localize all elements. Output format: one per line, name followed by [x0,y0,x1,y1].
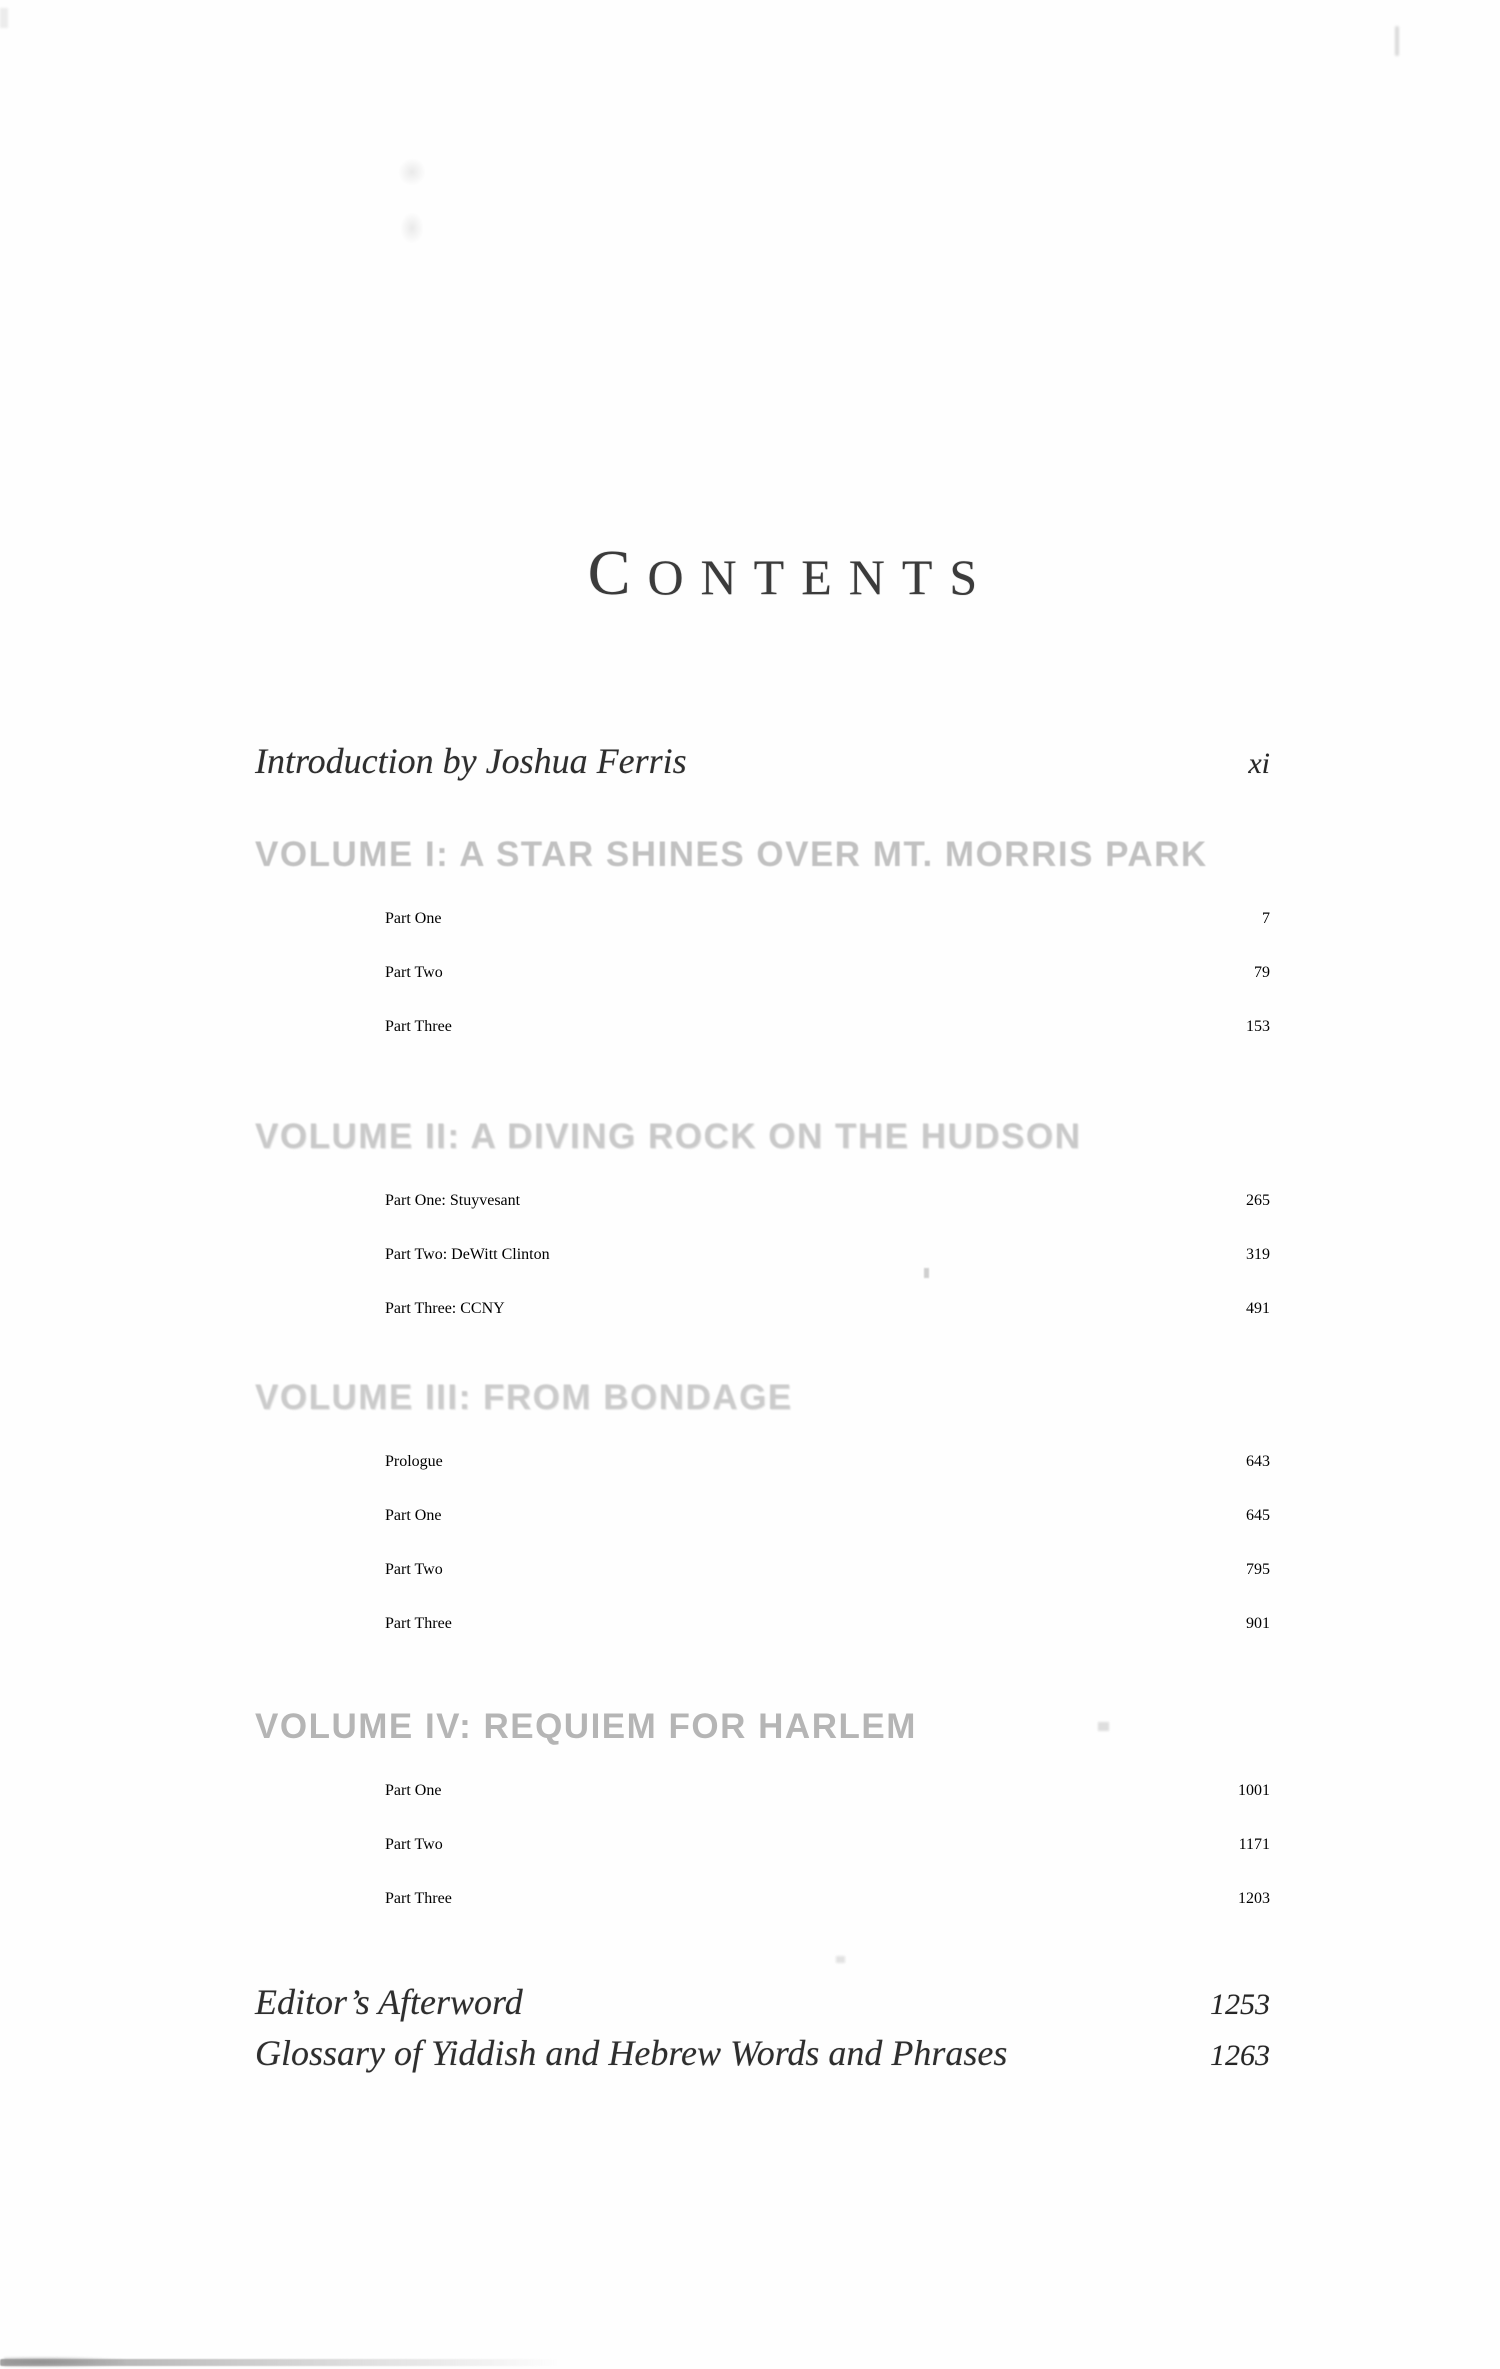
volume-section-2 [255,1115,1270,1336]
toc-entry [255,1174,1270,1228]
scan-smudge-bottom-dark [4,2357,124,2367]
volume-entries [255,1435,1270,1651]
toc-entry [255,892,1270,946]
scan-speck [836,1956,845,1963]
toc-entry-page: 795 [1246,1561,1270,1578]
toc-entry-label: Part One [385,1782,442,1799]
toc-entry-label: Editor’s Afterword [255,1982,523,2022]
toc-entry [255,1000,1270,1054]
toc-entry [255,1764,1270,1818]
volume-entries [255,1764,1270,1926]
toc-entry-label: Glossary of Yiddish and Hebrew Words and Phrases [255,2033,1008,2073]
toc-entry [255,1818,1270,1872]
volume-section-1 [255,833,1270,1054]
toc-entry-page: 1203 [1238,1890,1270,1907]
toc-entry-label: Part One [385,910,442,927]
toc-entry-page: 645 [1246,1507,1270,1524]
toc-entry-afterword [255,1981,1270,2023]
volume-heading: VOLUME IV: REQUIEM FOR HARLEM [255,1707,917,1746]
toc-entry [255,1872,1270,1926]
toc-entry-label: Part Two [385,1836,443,1853]
toc-entry-label: Prologue [385,1453,443,1470]
toc-entry [255,1597,1270,1651]
volume-heading: VOLUME III: FROM BONDAGE [255,1378,793,1417]
toc-entry-page: 153 [1246,1018,1270,1035]
scan-ghost-mark [400,212,424,244]
toc-entry-label: Part Three: CCNY [385,1300,505,1317]
toc-entry-page: 319 [1246,1246,1270,1263]
toc-entry-page: 901 [1246,1615,1270,1632]
scan-mark-top-left [0,8,8,28]
toc-entry-page: 491 [1246,1300,1270,1317]
toc-entry [255,1543,1270,1597]
toc-entry-glossary [255,2032,1270,2074]
volume-section-4 [255,1705,1270,1926]
toc-entry-label: Part One: Stuyvesant [385,1192,521,1209]
scan-ghost-mark [398,158,426,186]
toc-entry-page: xi [1248,747,1270,780]
toc-entry-label: Part Three [385,1615,452,1632]
toc-entry [255,1282,1270,1336]
toc-entry-label: Part Two: DeWitt Clinton [385,1246,550,1263]
toc-entry-page: 7 [1262,910,1270,927]
toc-entry [255,1435,1270,1489]
toc-entry-page: 1171 [1238,1836,1270,1853]
toc-entry-label: Part Two [385,1561,443,1578]
toc-entry-label: Part One [385,1507,442,1524]
toc-entry [255,1489,1270,1543]
toc-entry-page: 1001 [1238,1782,1270,1799]
toc-entry-page: 265 [1246,1192,1270,1209]
volume-entries [255,1174,1270,1336]
volume-section-3 [255,1376,1270,1651]
volume-heading: VOLUME I: A STAR SHINES OVER MT. MORRIS PARK [255,835,1208,874]
toc-entry-introduction [255,740,1270,782]
toc-entry-page: 79 [1254,964,1270,981]
toc-entry-label: Part Two [385,964,443,981]
toc-entry-label: Introduction by Joshua Ferris [255,741,687,781]
toc-entry [255,1228,1270,1282]
toc-entry-page: 1263 [1210,2039,1270,2072]
scan-mark-top-right [1395,26,1399,56]
toc-entry-label: Part Three [385,1018,452,1035]
toc-entry-label: Part Three [385,1890,452,1907]
scan-smudge-bottom [0,2359,560,2366]
toc-entry-page: 643 [1246,1453,1270,1470]
toc-entry [255,946,1270,1000]
page-title: CONTENTS [587,537,995,608]
toc-entry-page: 1253 [1210,1988,1270,2021]
volume-entries [255,892,1270,1054]
volume-heading: VOLUME II: A DIVING ROCK ON THE HUDSON [255,1117,1082,1156]
